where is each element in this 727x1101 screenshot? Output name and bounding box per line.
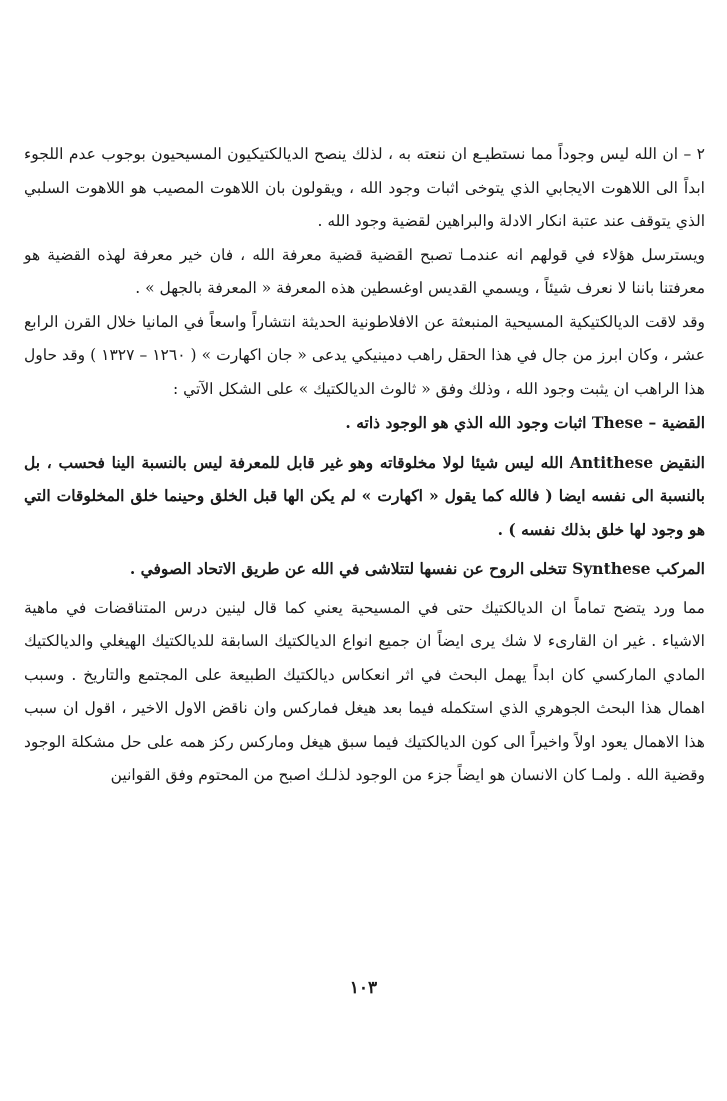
paragraph-3: وقد لاقت الديالكتيكية المسيحية المنبعثة عن الافلاطونية الحديثة انتشاراً واسعاً في المانيا خلال القرن الرابع عشر ، وكان ابرز من جال في هذا الحقل راهب دمينيكي يدعى « جان اكهارت » ( ١٢٦٠ – ١٣٢٧ ) وقد حاول هذا الراهب ان يثبت وجود الله ، وذلك وفق « ثالوث الديالكتيك » على الشكل الآتي : xyxy=(24,312,705,398)
paragraph-2: ويسترسل هؤلاء في قولهم انه عندمـا تصبح القضية قضية معرفة الله ، فان خير معرفة لهذه القضية هو معرفتنا باننا لا نعرف شيئاً ، ويسمي القديس اوغسطين هذه المعرفة « المعرفة بالجهل » . xyxy=(24,245,705,297)
antithesis-paragraph: النقيض Antithese الله ليس شيئا لولا مخلوقاته وهو غير قابل للمعرفة ليس بالنسبة الينا فحسب ، بل بالنسبة الى نفسه ايضا ( فالله كما يقول « اكهارت » لم يكن الها قبل الخلق وحينما خلق المخلوقات التي هو وجود لها خلق بذلك نفسه ) . xyxy=(24,452,705,539)
thesis-line: القضية – These اثبات وجود الله الذي هو الوجود ذاته . xyxy=(345,413,705,432)
text-column xyxy=(24,138,705,793)
paragraph-final: مما ورد يتضح تماماً ان الديالكتيك حتى في المسيحية يعني كما قال لينين درس المتناقضات في ماهية الاشياء . غير ان القارىء لا شك يرى ايضاً ان جميع انواع الديالكتيك السابقة للديالكتيك الهيغلي والديالكتيك المادي الماركسي كان ابداً يهمل البحث في اثر انعكاس ديالكتيك الطبيعة على المجتمع والتاريخ . وسبب اهمال هذا البحث الجوهري الذي استكمله فيما بعد هيغل فماركس وان ناقض الاول الاخير ، اقول ان سبب هذا الاهمال يعود اولاً واخيراً الى كون الديالكتيك فيما سبق هيغل وماركس ركز همه على حل مشكلة الوجود وقضية الله . ولمـا كان الانسان هو ايضاً جزء من الوجود لذلـك اصبح من المحتوم وفق القوانين xyxy=(24,598,705,784)
page-number: ١٠٣ xyxy=(349,978,378,998)
synthesis-paragraph: المركب Synthese تتخلى الروح عن نفسها لتتلاشى في الله عن طريق الاتحاد الصوفي . xyxy=(129,559,705,578)
paragraph-1: ٢ – ان الله ليس وجوداً مما نستطيـع ان ننعته به ، لذلك ينصح الديالكتيكيون المسيحيون بوجوب عدم اللجوء ابداً الى اللاهوت الايجابي الذي يتوخى اثبات وجود الله ، ويقولون بان اللاهوت المصيب هو اللاهوت السلبي الذي يتوقف عند عتبة انكار الادلة والبراهين لقضية وجود الله . xyxy=(24,145,705,230)
